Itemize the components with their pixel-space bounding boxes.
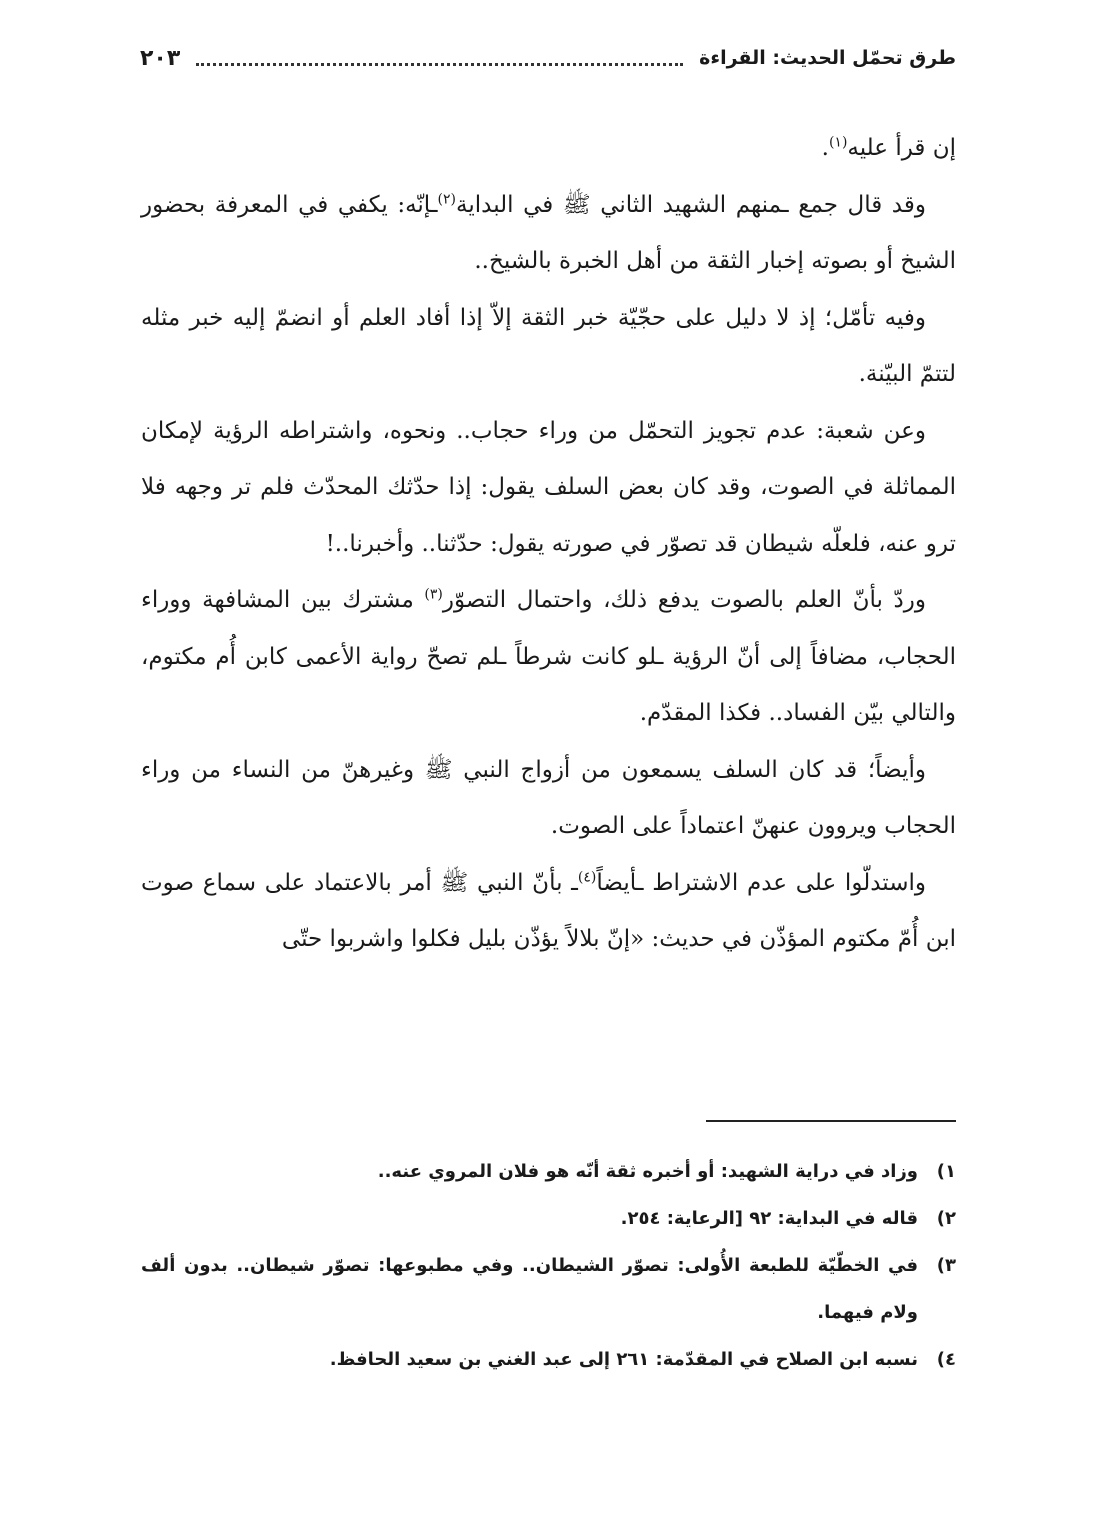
paragraph-text-cont: ـإنّه: يكفي في المعرفة بحضور الشيخ أو بصوته إخبار الثقة من أهل الخبرة بالشيخ.. (141, 191, 956, 274)
page-number: ٢٠٣ (140, 45, 181, 71)
footnote-separator (706, 1120, 956, 1122)
footnotes (141, 1148, 956, 1383)
paragraph-text: إن قرأ عليه (847, 135, 956, 161)
footnote-ref-3: (٣) (424, 586, 443, 603)
paragraph-7 (141, 855, 956, 968)
footnote-number: ٤) (936, 1349, 956, 1370)
paragraph-4: وعن شعبة: عدم تجويز التحمّل من وراء حجاب.. ونحوه، واشتراطه الرؤية لإمكان المماثلة في الصوت، وقد كان بعض السلف يقول: إذا حدّثك المحدّث فلم تر وجهه فلا ترو عنه، فلعلّه شيطان قد تصوّر في صورته يقول: حدّثنا.. وأخبرنا..! (141, 417, 956, 557)
footnote-number: ٢) (936, 1208, 956, 1229)
footnote-1 (141, 1148, 956, 1195)
running-title: طرق تحمّل الحديث: القراءة (699, 47, 956, 69)
paragraph-text-cont: ـ بأنّ النبي ﷺ أمر بالاعتماد على سماع صوت ابن أُمّ مكتوم المؤذّن في حديث: «إنّ بلالاً يؤذّن بليل فكلوا واشربوا حتّى (141, 869, 956, 952)
paragraph-5 (141, 572, 956, 742)
footnote-text: قاله في البداية: ٩٢ [الرعاية: ٢٥٤. (620, 1208, 918, 1229)
footnote-number: ١) (936, 1161, 956, 1182)
paragraph-text: واستدلّوا على عدم الاشتراط ـأيضاً (596, 869, 926, 896)
paragraph-6: وأيضاً؛ قد كان السلف يسمعون من أزواج النبي ﷺ وغيرهنّ من النساء من وراء الحجاب ويروون عنهنّ اعتماداً على الصوت. (141, 756, 956, 839)
footnote-2 (141, 1195, 956, 1242)
footnote-3 (141, 1242, 956, 1336)
paragraph-text: وردّ بأنّ العلم بالصوت يدفع ذلك، واحتمال التصوّر (442, 587, 926, 613)
footnote-text: نسبه ابن الصلاح في المقدّمة: ٢٦١ إلى عبد الغني بن سعيد الحافظ. (329, 1349, 918, 1370)
page-header (140, 38, 956, 78)
paragraph-text: وقد قال جمع ـمنهم الشهيد الثاني ﷺ في البداية (456, 191, 926, 218)
paragraph-3: وفيه تأمّل؛ إذ لا دليل على حجّيّة خبر الثقة إلاّ إذا أفاد العلم أو انضمّ إليه خبر مثله لتتمّ البيّنة. (141, 304, 956, 387)
main-text (141, 120, 956, 968)
footnote-4 (141, 1336, 956, 1383)
paragraph-text-cont: مشترك بين المشافهة ووراء الحجاب، مضافاً إلى أنّ الرؤية ـلو كانت شرطاً ـلم تصحّ رواية الأعمى كابن أُم مكتوم، والتالي بيّن الفساد.. فكذا المقدّم. (141, 587, 956, 726)
paragraph-tail: . (821, 135, 829, 161)
footnote-number: ٣) (936, 1255, 956, 1276)
footnote-ref-1: (١) (828, 134, 848, 151)
paragraph-1 (141, 120, 956, 177)
paragraph-2 (141, 177, 956, 290)
footnote-ref-4: (٤) (577, 868, 597, 885)
footnote-text: وزاد في دراية الشهيد: أو أخبره ثقة أنّه هو فلان المروي عنه.. (377, 1161, 918, 1182)
footnote-ref-2: (٢) (437, 190, 457, 207)
header-dot-leader (196, 63, 683, 66)
footnote-text: في الخطّيّة للطبعة الأُولى: تصوّر الشيطان.. وفي مطبوعها: تصوّر شيطان.. بدون ألف ولام فيهما. (141, 1255, 918, 1323)
